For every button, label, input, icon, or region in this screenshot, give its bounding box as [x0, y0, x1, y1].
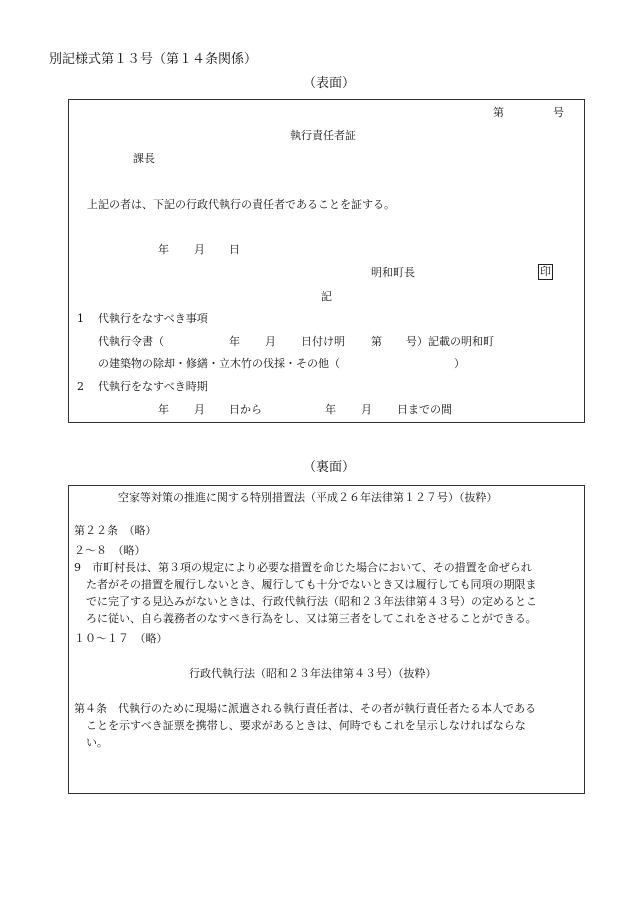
paragraph9-line: た者がその措置を履行しないとき、履行しても十分でないとき又は履行しても同項の期限ま	[86, 578, 537, 591]
item1-title: 代執行をなすべき事項	[98, 312, 208, 325]
article4-block	[74, 700, 536, 751]
article4-line: ことを示すべき証票を携帯し、要求があるときは、何時でもこれを呈示しなければならな	[86, 719, 526, 732]
item2-to-month: 月	[361, 403, 372, 416]
item1-line1-dai: 第	[371, 335, 382, 348]
item1-line2-close-paren: ）	[454, 357, 465, 370]
paragraph9-line: 9 市町村長は、第３項の規定により必要な措置を命じた場合において、その措置を命ぜられ	[74, 561, 532, 574]
issue-date-year: 年	[158, 243, 169, 256]
item1-line1-year: 年	[229, 335, 240, 348]
certificate-number-dai: 第	[493, 106, 504, 119]
item2-number: 2	[77, 380, 84, 393]
back-side-label: （裏面）	[303, 460, 356, 475]
item1-line1-date-suffix: 日付け明	[301, 335, 345, 348]
section-chief-label: 課長	[133, 152, 155, 165]
item2-from-month: 月	[194, 403, 205, 416]
paragraphs-10-17-line: １０～１７ （略）	[74, 632, 168, 645]
certificate-number-go: 号	[553, 106, 564, 119]
item2-title: 代執行をなすべき時期	[98, 380, 208, 393]
certificate-title: 執行責任者証	[290, 129, 356, 142]
back-card	[68, 485, 585, 794]
seal-mark: 印	[540, 265, 551, 278]
item2-from-year: 年	[158, 403, 169, 416]
item1-line1-start: 代執行令書（	[98, 335, 164, 348]
article4-line: い。	[86, 736, 108, 749]
item1-line1-end: 号）記載の明和町	[406, 335, 494, 348]
item2-from-day: 日から	[229, 403, 262, 416]
item1-line1-month: 月	[265, 335, 276, 348]
ki-heading: 記	[321, 290, 332, 303]
front-card	[68, 99, 585, 423]
item1-number: 1	[77, 312, 84, 325]
paragraph9-block	[74, 559, 537, 627]
paragraphs-2-8-line: ２～８ （略）	[74, 544, 146, 557]
law2-title: 行政代執行法（昭和２３年法律第４３号）（抜粋）	[189, 667, 437, 680]
paragraph9-line: でに完了する見込みがないときは、行政代執行法（昭和２３年法律第４３号）の定めるとこ	[86, 595, 537, 608]
certification-statement: 上記の者は、下記の行政代執行の責任者であることを証する。	[87, 198, 395, 211]
article22-line: 第２２条 （略）	[74, 524, 157, 537]
article4-line: 第４条 代執行のために現場に派遣される執行責任者は、その者が執行責任者たる本人である	[74, 702, 536, 715]
mayor-title: 明和町長	[371, 266, 415, 279]
law1-title: 空家等対策の推進に関する特別措置法（平成２６年法律第１２７号）（抜粋）	[118, 491, 498, 504]
item1-line2-text: の建築物の除却・修繕・立木竹の伐採・その他（	[98, 357, 340, 370]
paragraph9-line: ろに従い、自ら義務者のなすべき行為をし、又は第三者をしてこれをさせることができる。	[86, 612, 537, 625]
item2-to-day: 日までの間	[397, 403, 452, 416]
form-number-title: 別記様式第１３号（第１４条関係）	[49, 52, 258, 67]
item2-to-year: 年	[325, 403, 336, 416]
issue-date-day: 日	[229, 243, 240, 256]
issue-date-month: 月	[194, 243, 205, 256]
front-side-label: （表面）	[303, 76, 356, 91]
